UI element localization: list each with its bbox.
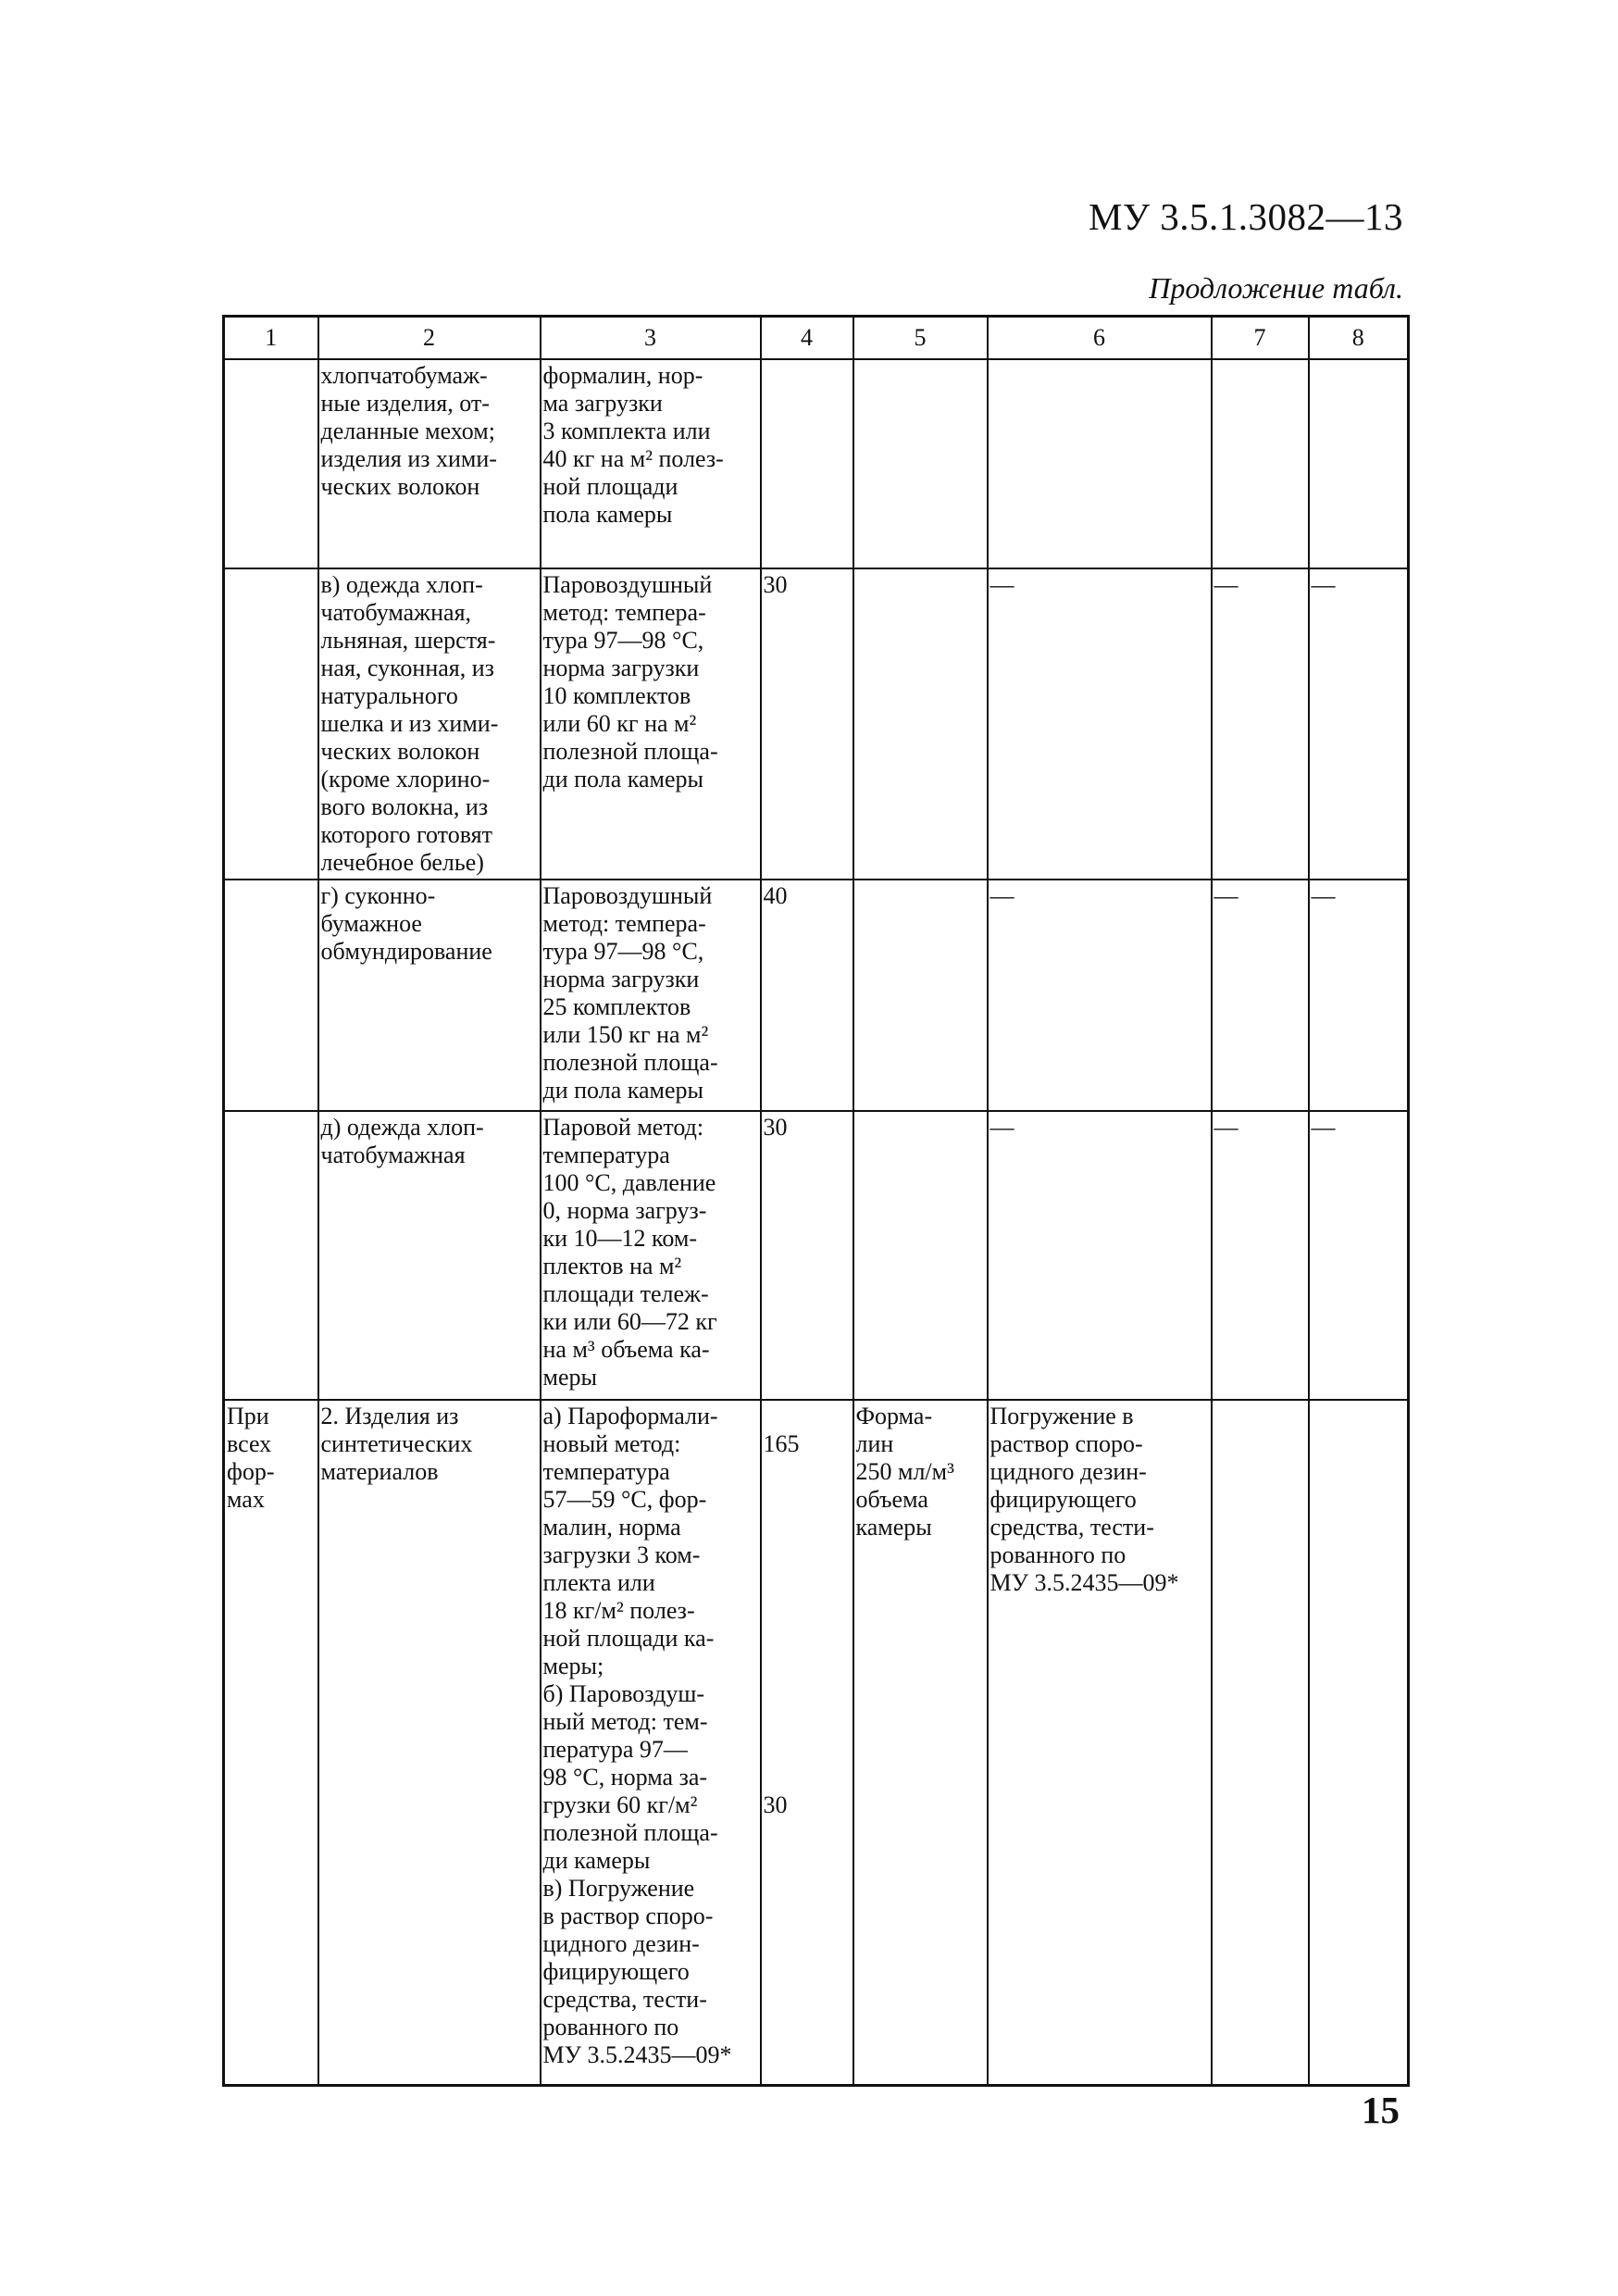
- table-cell: г) суконно- бумажное обмундирование: [318, 880, 541, 1111]
- table-cell: 2. Изделия из синтетических материалов: [318, 1400, 541, 2085]
- document-code: МУ 3.5.1.3082—13: [1089, 195, 1403, 238]
- table-cell: Паровоздушный метод: темпера- тура 97—98 °С, норма загрузки 25 комплектов или 150 кг на м² полезной площа- ди пола камеры: [541, 880, 761, 1111]
- table-row: [224, 880, 1409, 1111]
- table-cell: При всех фор- мах: [224, 1400, 318, 2085]
- table-cell: 30: [761, 568, 853, 880]
- table-row: [224, 1111, 1409, 1400]
- header-row: [224, 317, 1409, 360]
- table-cell: [1212, 359, 1309, 568]
- table-cell: —: [988, 568, 1212, 880]
- table-cell: —: [1309, 568, 1409, 880]
- column-header: 5: [853, 317, 988, 360]
- table-cell: [988, 359, 1212, 568]
- table-cell: Погружение в раствор споро- цидного дезин- фицирующего средства, тести- рованного по МУ 3.5.2435—09*: [988, 1400, 1212, 2085]
- table-cell: —: [988, 1111, 1212, 1400]
- table-cell: [853, 880, 988, 1111]
- table-cell: в) одежда хлоп- чатобумажная, льняная, шерстя- ная, суконная, из натурального шелка и из хими- ческих волокон (кроме хлорино- вого волокна, из которого готовят лечебное белье): [318, 568, 541, 880]
- table-cell: [1212, 1400, 1309, 2085]
- table-cell: [761, 359, 853, 568]
- table-cell: [1309, 359, 1409, 568]
- table-cell: [1309, 1400, 1409, 2085]
- table-cell: д) одежда хлоп- чатобумажная: [318, 1111, 541, 1400]
- table-cell: —: [1212, 880, 1309, 1111]
- table-continuation-label: Продложение табл.: [1149, 271, 1403, 305]
- table-cell: [224, 880, 318, 1111]
- table-cell: [853, 1111, 988, 1400]
- table-cell: хлопчатобумаж- ные изделия, от- деланные мехом; изделия из хими- ческих волокон: [318, 359, 541, 568]
- table-cell: [853, 359, 988, 568]
- table-cell: Форма- лин 250 мл/м³ объема камеры: [853, 1400, 988, 2085]
- page-number: 15: [1362, 2089, 1400, 2131]
- table-cell: Паровоздушный метод: темпера- тура 97—98 °С, норма загрузки 10 комплектов или 60 кг на м² полезной площа- ди пола камеры: [541, 568, 761, 880]
- table-cell: —: [1212, 1111, 1309, 1400]
- table-cell: [761, 1400, 853, 2085]
- column-header: 2: [318, 317, 541, 360]
- table-cell: —: [1212, 568, 1309, 880]
- table-cell: Паровой метод: температура 100 °С, давление 0, норма загруз- ки 10—12 ком- плектов на м² площади тележ- ки или 60—72 кг на м³ объема ка- меры: [541, 1111, 761, 1400]
- column-header: 7: [1212, 317, 1309, 360]
- cell-value: 30: [763, 1791, 788, 1818]
- table-cell: [853, 568, 988, 880]
- table-row: [224, 359, 1409, 568]
- data-table: [222, 315, 1410, 2087]
- table-cell: [224, 359, 318, 568]
- column-header: 8: [1309, 317, 1409, 360]
- cell-value: 165: [763, 1430, 800, 1457]
- table-cell: —: [1309, 1111, 1409, 1400]
- column-header: 3: [541, 317, 761, 360]
- table-cell: —: [1309, 880, 1409, 1111]
- table-cell: формалин, нор- ма загрузки 3 комплекта или 40 кг на м² полез- ной площади пола камеры: [541, 359, 761, 568]
- column-header: 6: [988, 317, 1212, 360]
- table-cell: [224, 1111, 318, 1400]
- table-cell: —: [988, 880, 1212, 1111]
- table-row: [224, 1400, 1409, 2085]
- table-row: [224, 568, 1409, 880]
- table-cell: 40: [761, 880, 853, 1111]
- column-header: 4: [761, 317, 853, 360]
- table-cell: а) Пароформали- новый метод: температура 57—59 °С, фор- малин, норма загрузки 3 ком- плекта или 18 кг/м² полез- ной площади ка- меры; б) Паровоздуш- ный метод: тем- пература 97— 98 °С, норма за- грузки 60 кг/м² полезной площа- ди камеры в) Погружение в раствор споро- цидного дезин- фицирующего средства, тести- рованного по МУ 3.5.2435—09*: [541, 1400, 761, 2085]
- table-cell: [224, 568, 318, 880]
- column-header: 1: [224, 317, 318, 360]
- table-cell: 30: [761, 1111, 853, 1400]
